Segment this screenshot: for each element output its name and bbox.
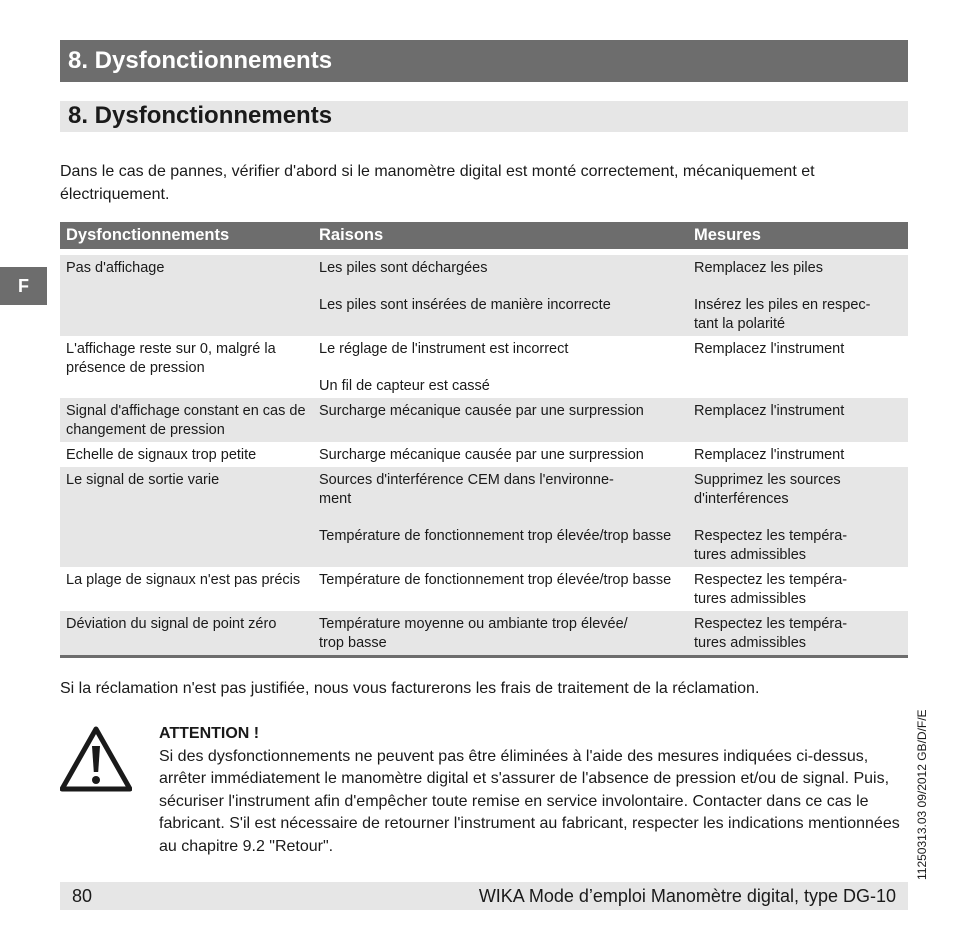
troubleshooting-table xyxy=(60,222,908,658)
header-reasons: Raisons xyxy=(313,222,688,249)
subsection-title: 8. Dysfonctionnements xyxy=(60,101,908,132)
footer-title: WIKA Mode d’emploi Manomètre digital, type DG-10 xyxy=(478,885,896,906)
measure-text: Respectez les tempéra- tures admissibles xyxy=(694,616,848,651)
measure-text: Remplacez l'instrument xyxy=(694,403,845,419)
reason-text: Température de fonctionnement trop élevée/trop basse xyxy=(319,572,672,588)
measure-text: Insérez les piles en respec- tant la polarité xyxy=(694,297,871,332)
document-code: 11250313.03 09/2012 GB/D/F/E xyxy=(915,709,929,880)
page-footer xyxy=(60,882,908,910)
table-row xyxy=(60,467,908,567)
language-tab: F xyxy=(0,267,47,305)
table-row xyxy=(60,611,908,657)
header-measures: Mesures xyxy=(688,222,908,249)
measure-cell xyxy=(688,467,908,567)
section-title: 8. Dysfonctionnements xyxy=(60,40,908,82)
reason-cell xyxy=(313,567,688,611)
measure-text: Remplacez l'instrument xyxy=(694,447,845,463)
measure-cell xyxy=(688,398,908,442)
reason-text: Sources d'interférence CEM dans l'environne- ment xyxy=(319,472,614,507)
reason-cell xyxy=(313,398,688,442)
measure-text: Respectez les tempéra- tures admissibles xyxy=(694,572,848,607)
fault-cell: L'affichage reste sur 0, malgré la présence de pression xyxy=(66,341,276,376)
reason-cell xyxy=(313,442,688,467)
reason-text: Surcharge mécanique causée par une surpression xyxy=(319,447,644,463)
measure-cell xyxy=(688,255,908,336)
reason-text: Les piles sont insérées de manière incorrecte xyxy=(319,297,611,313)
intro-paragraph: Dans le cas de pannes, vérifier d'abord si le manomètre digital est monté correctement, mécaniquement et électriquement. xyxy=(60,163,815,203)
reason-text: Surcharge mécanique causée par une surpression xyxy=(319,403,644,419)
measure-text: Remplacez l'instrument xyxy=(694,341,845,357)
reason-cell xyxy=(313,336,688,398)
measure-cell xyxy=(688,336,908,398)
table-row xyxy=(60,398,908,442)
reason-text: Température de fonctionnement trop élevée/trop basse xyxy=(319,528,672,544)
closing-paragraph: Si la réclamation n'est pas justifiée, nous vous facturerons les frais de traitement de la réclamation. xyxy=(60,680,760,697)
reason-text: Température moyenne ou ambiante trop élevée/ trop basse xyxy=(319,616,628,651)
fault-cell: Echelle de signaux trop petite xyxy=(66,447,257,463)
reason-text: Les piles sont déchargées xyxy=(319,260,488,276)
warning-text: Si des dysfonctionnements ne peuvent pas être éliminées à l'aide des mesures indiquées ci-dessus, arrêter immédiatement le manomètre digital et s'assurer de l'absence de pression et/ou de signal. Puis, sécuriser l'instrument afin d'empêcher toute remise en service involontaire. Contacter dans ce cas le fabricant. S'il est nécessaire de retourner l'instrument au fabricant, respecter les indications mentionnées au chapitre 9.2 "Retour". xyxy=(159,747,900,855)
measure-text: Respectez les tempéra- tures admissibles xyxy=(694,528,848,563)
table-body xyxy=(60,255,908,657)
header-faults: Dysfonctionnements xyxy=(60,222,313,249)
table-header-row xyxy=(60,222,908,249)
fault-cell: Le signal de sortie varie xyxy=(60,467,313,567)
warning-block xyxy=(159,723,904,858)
measure-cell xyxy=(688,442,908,467)
reason-text: Un fil de capteur est cassé xyxy=(319,378,490,394)
measure-text: Remplacez les piles xyxy=(694,260,823,276)
measure-text: Supprimez les sources d'interférences xyxy=(694,472,841,507)
fault-cell: Pas d'affichage xyxy=(60,255,313,336)
measure-cell xyxy=(688,611,908,657)
warning-triangle-icon xyxy=(60,726,132,792)
page-number: 80 xyxy=(72,885,93,906)
fault-cell: Déviation du signal de point zéro xyxy=(60,611,313,657)
table-row xyxy=(60,567,908,611)
measure-cell xyxy=(688,567,908,611)
fault-cell: Signal d'affichage constant en cas de changement de pression xyxy=(60,398,313,442)
reason-cell xyxy=(313,255,688,336)
reason-cell xyxy=(313,611,688,657)
table-row xyxy=(60,336,908,398)
table-row xyxy=(60,442,908,467)
warning-title: ATTENTION ! xyxy=(159,725,260,742)
table-row xyxy=(60,255,908,336)
reason-cell xyxy=(313,467,688,567)
fault-cell: La plage de signaux n'est pas précis xyxy=(66,572,301,588)
reason-text: Le réglage de l'instrument est incorrect xyxy=(319,341,569,357)
